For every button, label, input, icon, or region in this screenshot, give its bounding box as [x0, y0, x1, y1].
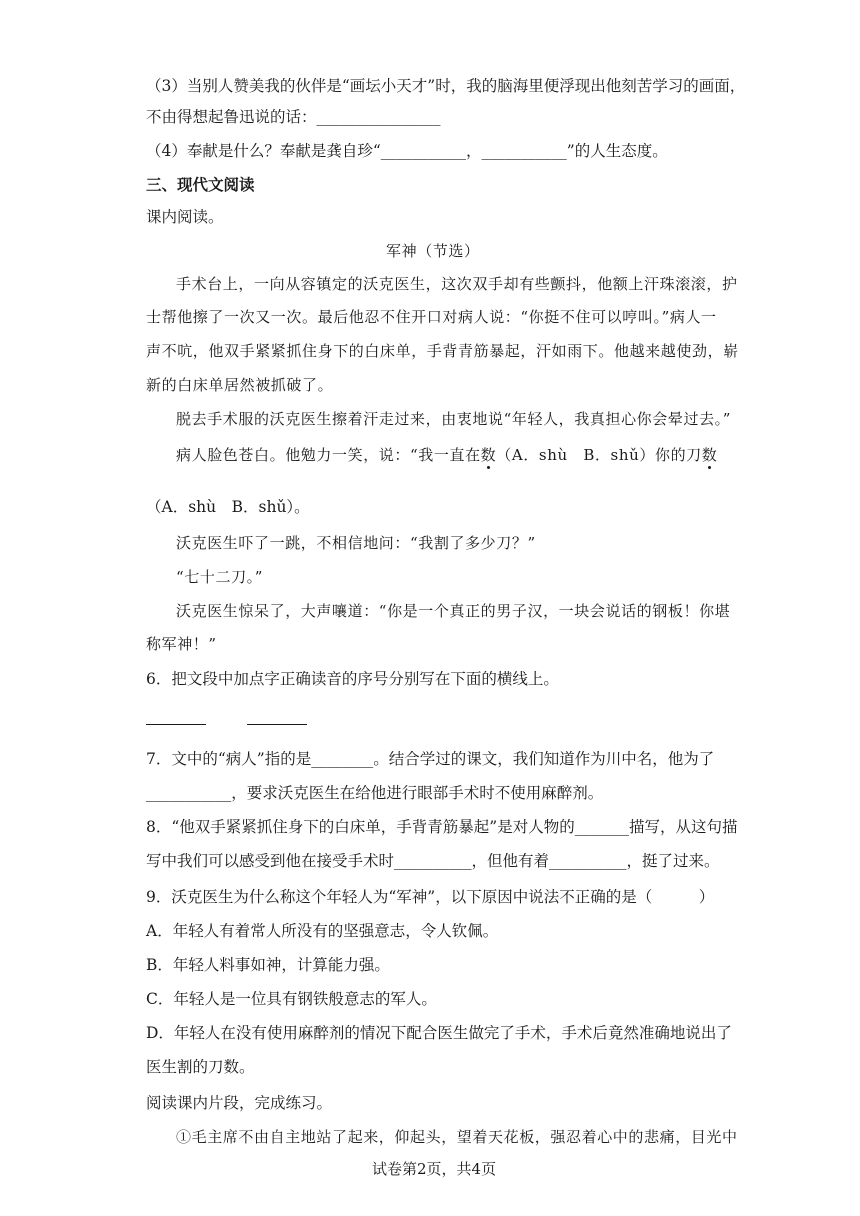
question-3-line-1: （3）当别人赞美我的伙伴是“画坛小天才”时，我的脑海里便浮现出他刻苦学习的画面， [146, 77, 746, 95]
passage-p1-line-3: 声不吭，他双手紧紧抓住身下的白床单，手背青筋暴起，汗如雨下。他越来越使劲，崭 [146, 342, 739, 360]
question-4: （4）奉献是什么？奉献是龚自珍“___________，___________”的人生态度。 [146, 142, 668, 160]
passage-p6-line-1: 沃克医生惊呆了，大声嚷道：“你是一个真正的男子汉，一块会说话的钢板！你堪 [176, 602, 731, 620]
option-d-line-1[interactable]: D．年轻人在没有使用麻醉剂的情况下配合医生做完了手术，手术后竟然准确地说出了 [146, 1024, 732, 1042]
passage-p3-text-start: 病人脸色苍白。他勉力一笑，说：“我一直在 [176, 446, 481, 464]
reading-intro: 课内阅读。 [146, 208, 224, 226]
question-7-line-1: 7．文中的“病人”指的是________。结合学过的课文，我们知道作为川中名，他为了 [146, 750, 715, 768]
passage-p3-line-2: （A．shù B．shǔ）。 [146, 498, 310, 516]
reading-intro-2: 阅读课内片段，完成练习。 [146, 1094, 333, 1112]
passage-p3-text-mid: （A．shù B．shǔ）你的刀 [496, 446, 702, 464]
passage-p1-line-2: 士帮他擦了一次又一次。最后他忍不住开口对病人说：“你挺不住可以哼叫。”病人一 [146, 308, 717, 326]
question-9: 9．沃克医生为什么称这个年轻人为“军神”，以下原因中说法不正确的是（ ） [146, 888, 715, 906]
passage-p1-line-4: 新的白床单居然被抓破了。 [146, 376, 334, 394]
answer-blank-1[interactable] [146, 724, 206, 725]
passage-p3-line-1 [176, 444, 717, 466]
passage-p4: 沃克医生吓了一跳，不相信地问：“我割了多少刀？” [176, 534, 536, 552]
passage-p1-line-1: 手术台上，一向从容镇定的沃克医生，这次双手却有些颤抖，他额上汗珠滚滚，护 [176, 275, 738, 293]
dotted-char-2: 数 [701, 446, 718, 464]
passage-p6-line-2: 称军神！” [146, 635, 217, 653]
answer-blank-2[interactable] [247, 724, 307, 725]
dotted-char-1: 数 [480, 446, 497, 464]
question-6: 6．把文段中加点字正确读音的序号分别写在下面的横线上。 [146, 670, 559, 688]
passage-p5: “七十二刀。” [176, 568, 264, 586]
passage-2-p1: ①毛主席不由自主地站了起来，仰起头，望着天花板，强忍着心中的悲痛，目光中 [176, 1128, 738, 1146]
option-c[interactable]: C．年轻人是一位具有钢铁般意志的军人。 [146, 990, 437, 1008]
passage-p2: 脱去手术服的沃克医生擦着汗走过来，由衷地说“年轻人，我真担心你会晕过去。” [176, 410, 732, 428]
question-3-line-2: 不由得想起鲁迅说的话：________________ [146, 108, 441, 126]
section-heading-reading: 三、现代文阅读 [146, 175, 255, 194]
page-footer: 试卷第2页，共4页 [372, 1160, 497, 1178]
option-a[interactable]: A．年轻人有着常人所没有的坚强意志，令人钦佩。 [146, 922, 499, 940]
option-d-line-2[interactable]: 医生割的刀数。 [146, 1058, 255, 1076]
question-8-line-2: 写中我们可以感受到他在接受手术时__________，但他有着__________，挺了过来。 [146, 852, 720, 870]
option-b[interactable]: B．年轻人料事如神，计算能力强。 [146, 956, 390, 974]
question-8-line-1: 8．“他双手紧紧抓住身下的白床单，手背青筋暴起”是对人物的_______描写，从这句描 [146, 818, 738, 836]
passage-title: 军神（节选） [386, 242, 480, 260]
question-7-line-2: ___________，要求沃克医生在给他进行眼部手术时不使用麻醉剂。 [146, 784, 604, 802]
